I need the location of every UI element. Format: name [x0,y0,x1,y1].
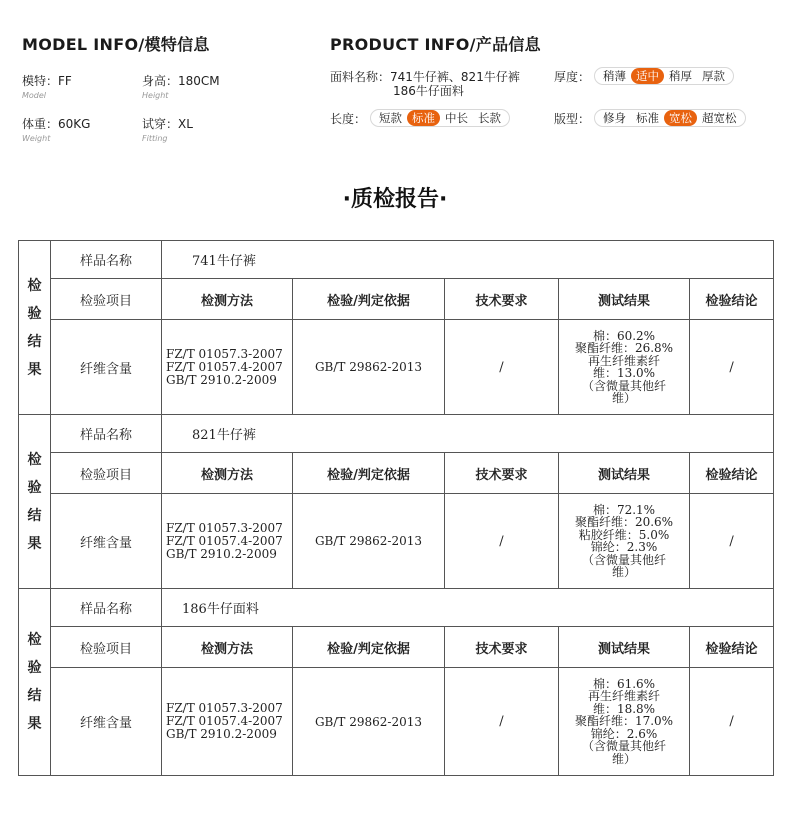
fit-option-slim[interactable]: 修身 [603,111,627,125]
length-option-standard[interactable]: 标准 [407,110,440,126]
length-option-midlong[interactable]: 中长 [445,111,469,125]
model-field [22,70,72,100]
results-cell: 棉：61.6% 再生纤维素纤 维：18.8% 聚酯纤维：17.0% 锦纶：2.6% （含微量其他纤 维） [559,668,690,776]
conclusion-cell: / [690,494,774,589]
height-field [142,70,220,100]
thickness-field [554,67,734,85]
header-method: 检测方法 [162,627,293,668]
fit-label: 版型： [554,111,591,126]
weight-label: 体重：60KG [22,117,91,131]
model-info-title: MODEL INFO/模特信息 [22,35,210,54]
sample-name: 741牛仔裤 [162,241,774,279]
fit-option-loose[interactable]: 宽松 [664,110,697,126]
sample-label: 样品名称 [51,589,162,627]
basis-cell: GB/T 29862-2013 [293,668,445,776]
report-table-741 [18,240,773,415]
header-requirement: 技术要求 [445,627,559,668]
thickness-selector [594,67,734,85]
model-label: 模特：FF [22,74,72,88]
header-basis: 检验/判定依据 [293,627,445,668]
basis-cell: GB/T 29862-2013 [293,494,445,589]
header-result: 测试结果 [559,627,690,668]
header-item: 检验项目 [51,279,162,320]
side-label: 检 验 结 果 [19,415,51,589]
side-label: 检 验 结 果 [19,589,51,776]
results-cell: 棉：72.1% 聚酯纤维：20.6% 粘胶纤维：5.0% 锦纶：2.3% （含微量其他纤 维） [559,494,690,589]
thickness-option-thin[interactable]: 稍薄 [603,69,627,83]
sample-label: 样品名称 [51,415,162,453]
height-sublabel: Height [142,91,169,100]
methods-cell: FZ/T 01057.3-2007 FZ/T 01057.4-2007 GB/T 2910.2-2009 [162,668,293,776]
results-cell: 棉：60.2% 聚酯纤维：26.8% 再生纤维素纤 维：13.0% （含微量其他纤 维） [559,320,690,415]
header-item: 检验项目 [51,627,162,668]
product-info-title: PRODUCT INFO/产品信息 [330,35,541,54]
methods-cell: FZ/T 01057.3-2007 FZ/T 01057.4-2007 GB/T 2910.2-2009 [162,320,293,415]
thickness-option-thick[interactable]: 厚款 [702,69,726,83]
length-field [330,109,510,127]
header-conclusion: 检验结论 [690,453,774,494]
conclusion-cell: / [690,668,774,776]
requirement-cell: / [445,668,559,776]
report-title: ·质检报告· [342,187,448,212]
report-table-821 [18,414,773,589]
weight-field [22,113,90,143]
length-selector [370,109,510,127]
thickness-label: 厚度： [554,69,591,84]
fabric-label: 面料名称： [330,70,391,84]
fabric-value-line1: 741牛仔裤、821牛仔裤 [390,70,520,84]
fitting-sublabel: Fitting [142,134,168,143]
fabric-value-line2: 186牛仔面料 [393,84,464,98]
thickness-option-medium[interactable]: 适中 [631,68,664,84]
sample-name: 821牛仔裤 [162,415,774,453]
header-result: 测试结果 [559,453,690,494]
header-basis: 检验/判定依据 [293,453,445,494]
weight-sublabel: Weight [22,134,51,143]
requirement-cell: / [445,320,559,415]
conclusion-cell: / [690,320,774,415]
header-item: 检验项目 [51,453,162,494]
sample-label: 样品名称 [51,241,162,279]
fabric-name [330,70,520,98]
length-option-short[interactable]: 短款 [379,111,403,125]
header-conclusion: 检验结论 [690,627,774,668]
item-cell: 纤维含量 [51,494,162,589]
model-sublabel: Model [22,91,47,100]
header-method: 检测方法 [162,279,293,320]
fitting-field [142,113,193,143]
header-method: 检测方法 [162,453,293,494]
header-conclusion: 检验结论 [690,279,774,320]
length-option-long[interactable]: 长款 [478,111,502,125]
header-result: 测试结果 [559,279,690,320]
sample-name: 186牛仔面料 [162,589,774,627]
item-cell: 纤维含量 [51,320,162,415]
item-cell: 纤维含量 [51,668,162,776]
header-requirement: 技术要求 [445,453,559,494]
fit-field [554,109,746,127]
methods-cell: FZ/T 01057.3-2007 FZ/T 01057.4-2007 GB/T 2910.2-2009 [162,494,293,589]
height-label: 身高：180CM [142,74,220,88]
fitting-label: 试穿：XL [142,117,193,131]
fit-option-extra-loose[interactable]: 超宽松 [702,111,737,125]
thickness-option-thicker[interactable]: 稍厚 [669,69,693,83]
report-table-186 [18,588,773,776]
requirement-cell: / [445,494,559,589]
fit-selector [594,109,746,127]
length-label: 长度： [330,111,367,126]
basis-cell: GB/T 29862-2013 [293,320,445,415]
header-basis: 检验/判定依据 [293,279,445,320]
header-requirement: 技术要求 [445,279,559,320]
side-label: 检 验 结 果 [19,241,51,415]
fit-option-standard[interactable]: 标准 [636,111,660,125]
